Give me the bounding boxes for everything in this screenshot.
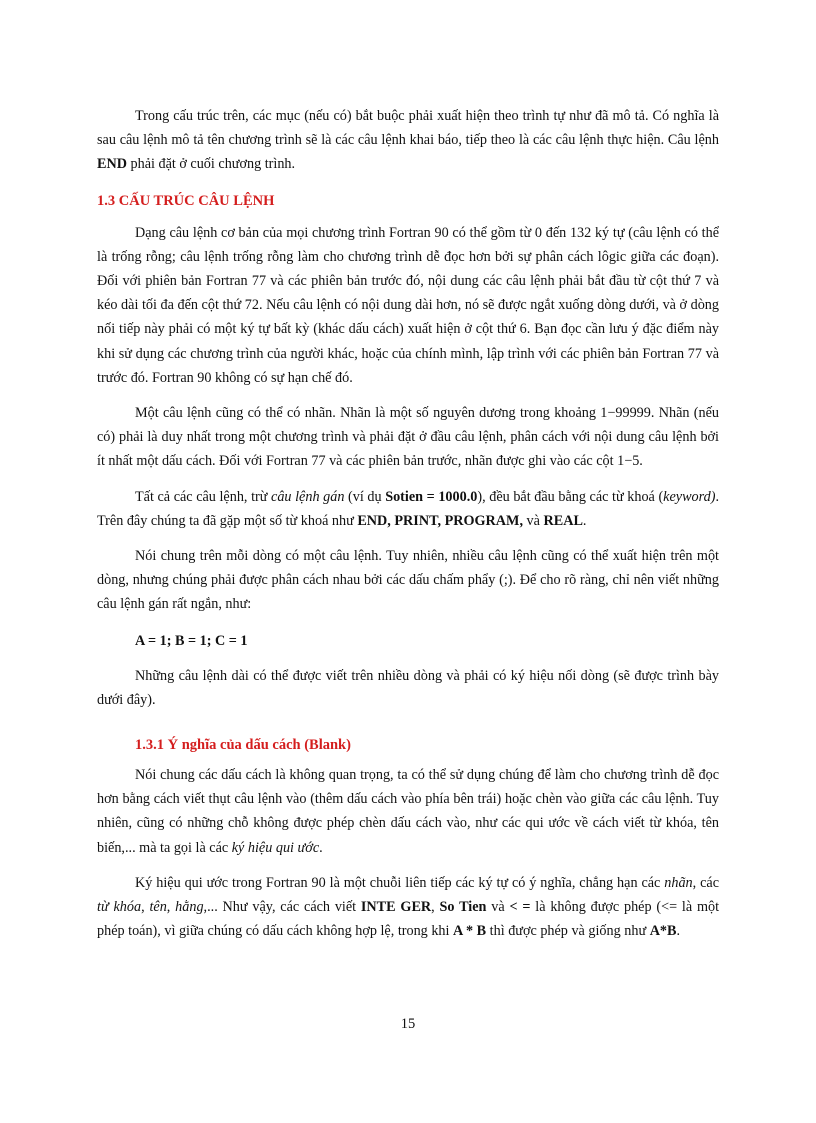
- code-line-example: A = 1; B = 1; C = 1: [135, 632, 248, 649]
- code-example: A * B: [453, 923, 487, 940]
- text-run: phải đặt ở cuối chương trình.: [126, 156, 296, 173]
- text-run: . Trên đây chúng ta đã gặp một số từ khoá như: [97, 488, 719, 529]
- text-run: .: [676, 923, 681, 940]
- text-run: là không được phép (<= là một phép toán), vì giữa chúng có dấu cách không hợp lệ, trong khi: [97, 899, 720, 940]
- page-content: [97, 104, 719, 943]
- section-heading-1-3: 1.3 CẤU TRÚC CÂU LỆNH: [97, 192, 275, 209]
- code-example: Sotien = 1000.0: [385, 488, 478, 505]
- keyword-end: END: [97, 156, 127, 173]
- text-run: ), đều bắt đầu bằng các từ khoá (: [477, 488, 664, 505]
- paragraph-long-statements: Những câu lệnh dài có thể được viết trên nhiều dòng và phải có ký hiệu nối dòng (sẽ được trình bày dưới đây).: [97, 667, 719, 708]
- text-run: , các: [692, 874, 719, 891]
- text-run: (ví dụ: [344, 488, 386, 505]
- italic-term: ký hiệu qui ước: [231, 839, 320, 856]
- paragraph-structure-order: [97, 104, 719, 177]
- text-run: Tất cả các câu lệnh, trừ: [135, 488, 272, 505]
- paragraph-statement-form: Dạng câu lệnh cơ bản của mọi chương trình Fortran 90 có thể gồm từ 0 đến 132 ký tự (câu lệnh có thể là trống rỗng; câu lệnh trống rỗng làm cho chương trình dễ đọc hơn bởi sự phân cách lôgic giữa các đoạn). Đối với phiên bản Fortran 77 và các phiên bản trước đó, nội dung các câu lệnh phải bắt đầu từ cột thứ 7 và kéo dài tối đa đến cột thứ 72. Nếu câu lệnh có nội dung dài hơn, nó sẽ được ngắt xuống dòng dưới, và ở dòng nối tiếp này phải có một ký tự bất kỳ (khác dấu cách) xuất hiện ở cột thứ 6. Bạn đọc cần lưu ý đặc điểm này khi sử dụng các chương trình của người khác, hoặc của chính mình, lập trình với các phiên bản Fortran 77 và trước đó. Fortran 90 không có sự hạn chế đó.: [97, 224, 719, 386]
- paragraph-statement-label: Một câu lệnh cũng có thể có nhãn. Nhãn là một số nguyên dương trong khoảng 1−99999. Nhãn (nếu có) phải là duy nhất trong một chương trình và phải đặt ở đầu câu lệnh, phân cách với nội dung câu lệnh bởi ít nhất một dấu cách. Đối với Fortran 77 và các phiên bản trước, nhãn được ghi vào các cột 1−5.: [97, 405, 719, 470]
- paragraph-blank-meaning: [97, 763, 719, 860]
- text-run: ,: [431, 899, 440, 916]
- text-run: .: [582, 512, 587, 529]
- italic-term: hằng: [175, 899, 204, 916]
- italic-term: nhãn: [664, 874, 693, 891]
- code-example: INTE GER: [360, 899, 432, 916]
- code-example: < =: [509, 899, 531, 916]
- section-heading-1-3-1: 1.3.1 Ý nghĩa của dấu cách (Blank): [135, 737, 351, 754]
- italic-term: tên: [149, 899, 167, 916]
- text-run: ,: [166, 899, 176, 916]
- page-number: 15: [400, 1016, 416, 1032]
- paragraph-tokens: [97, 871, 719, 944]
- italic-term: câu lệnh gán: [271, 488, 345, 505]
- keyword-list: END, PRINT, PROGRAM,: [357, 512, 523, 529]
- text-run: ,... Như vậy, các cách viết: [203, 899, 361, 916]
- keyword-real: REAL: [543, 512, 583, 529]
- text-run: Trong cấu trúc trên, các mục (nếu có) bắt buộc phải xuất hiện theo trình tự như đã mô tả. Có nghĩa là sau câu lệnh mô tả tên chương trình sẽ là các câu lệnh khai báo, tiếp theo là các câu lệnh thực hiện. Câu lệnh: [97, 108, 719, 149]
- code-example: So Tien: [439, 899, 487, 916]
- text-run: Ký hiệu qui ước trong Fortran 90 là một chuỗi liên tiếp các ký tự có ý nghĩa, chẳng hạn các: [135, 874, 665, 891]
- italic-term: từ khóa: [97, 899, 142, 916]
- text-run: .: [319, 839, 323, 856]
- text-run: thì được phép và giống như: [486, 923, 650, 940]
- text-run: ,: [141, 899, 150, 916]
- text-run: Nói chung các dấu cách là không quan trọng, ta có thể sử dụng chúng để làm cho chương trình dễ đọc hơn bằng cách viết thụt câu lệnh vào (thêm dấu cách vào phía bên trái) hoặc chèn vào giữa các câu lệnh. Tuy nhiên, cũng có những chỗ không được phép chèn dấu cách vào, như các qui ước về cách viết từ khóa, tên biến,... mà ta gọi là các: [97, 767, 719, 856]
- paragraph-keywords: [97, 485, 719, 533]
- text-run: và: [523, 512, 544, 529]
- code-example: A*B: [649, 923, 677, 940]
- text-run: và: [486, 899, 510, 916]
- italic-term: keyword): [663, 488, 716, 505]
- paragraph-multiple-statements: Nói chung trên mỗi dòng có một câu lệnh. Tuy nhiên, nhiều câu lệnh cũng có thể xuất hiện trên một dòng, nhưng chúng phải được phân cách nhau bởi các dấu chấm phẩy (;). Để cho rõ ràng, chỉ nên viết những câu lệnh gán rất ngắn, như:: [97, 548, 719, 613]
